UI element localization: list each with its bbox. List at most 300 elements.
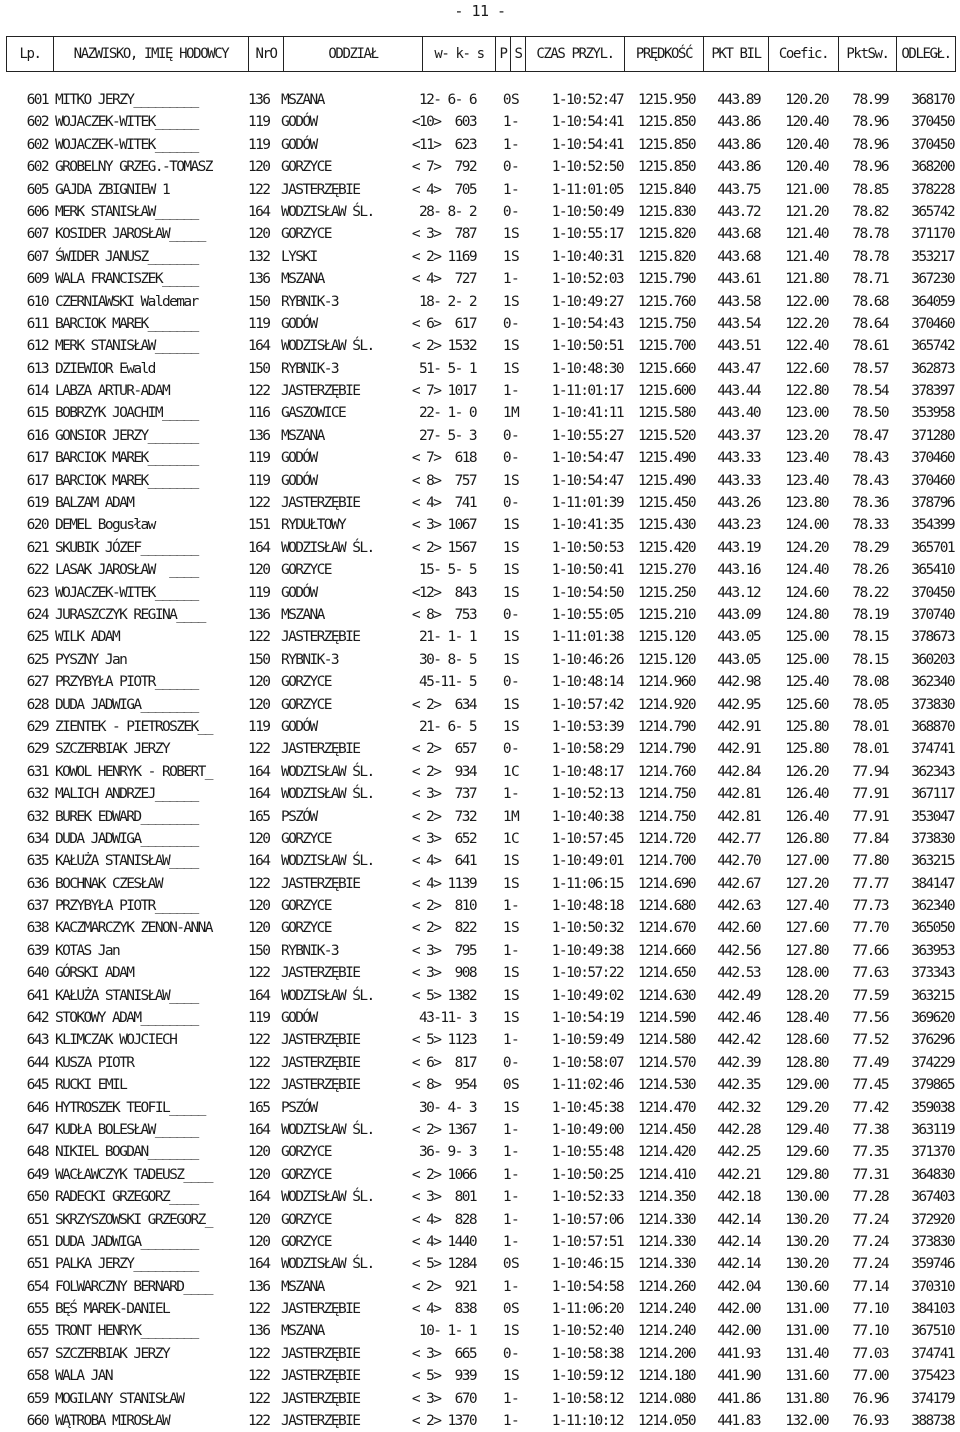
cell-wks: < 4> 705 (411, 181, 476, 198)
cell-odleg: 370450 (911, 584, 954, 601)
cell-p: 0 (502, 159, 510, 176)
cell-odleg: 374229 (911, 1054, 954, 1071)
cell-pktsw: 77.24 (852, 1211, 888, 1228)
table-row (0, 1388, 960, 1410)
cell-wks: 45-11- 5 (418, 674, 476, 691)
cell-lp: 620 (26, 517, 48, 534)
cell-p: 0 (502, 203, 510, 220)
cell-p: 1 (502, 1233, 510, 1250)
cell-p: 1 (502, 898, 510, 915)
cell-coefic: 130.00 (785, 1189, 828, 1206)
cell-wks: < 2> 732 (411, 808, 476, 825)
cell-oddzial: LYSKI (281, 248, 317, 265)
cell-czas: 1-10:49:02 (551, 987, 623, 1004)
table-row (0, 223, 960, 245)
cell-odleg: 365742 (911, 203, 954, 220)
cell-name: SZCZERBIAK JERZY (55, 741, 170, 758)
cell-nro: 119 (248, 315, 270, 332)
cell-pktsw: 77.80 (852, 853, 888, 870)
cell-name: BĘŚ MAREK-DANIEL (55, 1301, 170, 1318)
cell-predkosc: 1214.590 (637, 1010, 695, 1027)
cell-s: S (511, 338, 519, 355)
cell-nro: 164 (248, 987, 270, 1004)
cell-pktsw: 77.94 (852, 763, 888, 780)
cell-odleg: 362343 (911, 763, 954, 780)
cell-s: - (511, 271, 519, 288)
cell-s: S (511, 1301, 519, 1318)
cell-coefic: 131.60 (785, 1368, 828, 1385)
cell-pktsw: 77.70 (852, 920, 888, 937)
cell-coefic: 128.80 (785, 1054, 828, 1071)
cell-coefic: 128.60 (785, 1032, 828, 1049)
cell-s: - (511, 1166, 519, 1183)
cell-name: DZIEWIOR Ewald (55, 360, 155, 377)
cell-predkosc: 1214.420 (637, 1144, 695, 1161)
cell-nro: 122 (248, 875, 270, 892)
cell-lp: 637 (26, 898, 48, 915)
cell-pktsw: 77.66 (852, 942, 888, 959)
cell-wks: < 3> 787 (411, 226, 476, 243)
cell-predkosc: 1214.680 (637, 898, 695, 915)
cell-p: 0 (502, 1301, 510, 1318)
cell-coefic: 131.40 (785, 1345, 828, 1362)
table-row (0, 604, 960, 626)
cell-coefic: 124.80 (785, 606, 828, 623)
cell-coefic: 131.80 (785, 1390, 828, 1407)
cell-pkt-bil: 443.33 (717, 472, 760, 489)
cell-czas: 1-10:54:58 (551, 1278, 623, 1295)
cell-wks: <12> 843 (411, 584, 476, 601)
cell-wks: < 2> 934 (411, 763, 476, 780)
cell-oddzial: PSZÓW (281, 808, 317, 825)
cell-pktsw: 78.33 (852, 517, 888, 534)
table-row (0, 806, 960, 828)
cell-p: 1 (502, 1099, 510, 1116)
cell-odleg: 364059 (911, 293, 954, 310)
table-row (0, 514, 960, 536)
cell-pktsw: 77.84 (852, 830, 888, 847)
cell-p: 1 (502, 114, 510, 131)
cell-coefic: 120.40 (785, 159, 828, 176)
cell-p: 1 (502, 1032, 510, 1049)
cell-name: LASAK JAROSŁAW ____ (55, 562, 198, 579)
cell-odleg: 384103 (911, 1301, 954, 1318)
cell-p: 1 (502, 651, 510, 668)
cell-pkt-bil: 442.98 (717, 674, 760, 691)
cell-p: 1 (502, 1121, 510, 1138)
cell-nro: 150 (248, 293, 270, 310)
header-pktsw: PktSw. (838, 37, 896, 71)
table-row (0, 1365, 960, 1387)
cell-predkosc: 1215.490 (637, 450, 695, 467)
cell-czas: 1-10:48:17 (551, 763, 623, 780)
cell-odleg: 370460 (911, 472, 954, 489)
cell-lp: 632 (26, 786, 48, 803)
cell-name: BARCIOK MAREK_______ (55, 315, 198, 332)
cell-nro: 122 (248, 1368, 270, 1385)
cell-czas: 1-11:01:38 (551, 629, 623, 646)
cell-predkosc: 1214.330 (637, 1211, 695, 1228)
cell-coefic: 125.40 (785, 674, 828, 691)
header-oddzial: ODDZIAŁ (283, 37, 422, 71)
cell-odleg: 353047 (911, 808, 954, 825)
cell-name: KAŁUŻA STANISŁAW____ (55, 987, 198, 1004)
cell-pkt-bil: 442.91 (717, 718, 760, 735)
cell-s: S (511, 1368, 519, 1385)
cell-pktsw: 77.63 (852, 965, 888, 982)
cell-oddzial: JASTERZĘBIE (281, 1368, 360, 1385)
cell-coefic: 128.40 (785, 1010, 828, 1027)
cell-coefic: 124.00 (785, 517, 828, 534)
header-s: S (510, 37, 525, 71)
cell-name: GONSIOR JERZY_______ (55, 427, 198, 444)
cell-predkosc: 1214.920 (637, 696, 695, 713)
cell-p: 1 (502, 1166, 510, 1183)
cell-oddzial: WODZISŁAW ŚL. (281, 853, 374, 870)
cell-name: BUREK EDWARD________ (55, 808, 198, 825)
cell-wks: < 3> 665 (411, 1345, 476, 1362)
cell-odleg: 354399 (911, 517, 954, 534)
cell-lp: 614 (26, 383, 48, 400)
table-row (0, 380, 960, 402)
cell-odleg: 365742 (911, 338, 954, 355)
cell-wks: 30- 8- 5 (418, 651, 476, 668)
cell-lp: 634 (26, 830, 48, 847)
cell-s: - (511, 1032, 519, 1049)
results-table-body (0, 89, 960, 1432)
cell-odleg: 373830 (911, 696, 954, 713)
cell-pkt-bil: 442.28 (717, 1121, 760, 1138)
cell-czas: 1-10:46:26 (551, 651, 623, 668)
cell-s: S (511, 629, 519, 646)
cell-czas: 1-10:55:17 (551, 226, 623, 243)
cell-pktsw: 78.01 (852, 741, 888, 758)
header-odleg: ODLEGŁ. (896, 37, 956, 71)
cell-name: SZCZERBIAK JERZY (55, 1345, 170, 1362)
cell-lp: 607 (26, 248, 48, 265)
cell-name: KOWOL HENRYK - ROBERT_ (55, 763, 212, 780)
cell-pkt-bil: 443.23 (717, 517, 760, 534)
cell-p: 1 (502, 1278, 510, 1295)
cell-odleg: 360203 (911, 651, 954, 668)
cell-lp: 631 (26, 763, 48, 780)
cell-wks: 12- 6- 6 (418, 92, 476, 108)
cell-czas: 1-10:50:51 (551, 338, 623, 355)
cell-s: S (511, 539, 519, 556)
cell-pkt-bil: 443.40 (717, 405, 760, 422)
cell-pktsw: 77.59 (852, 987, 888, 1004)
cell-wks: 10- 1- 1 (418, 1323, 476, 1340)
cell-czas: 1-10:49:00 (551, 1121, 623, 1138)
cell-pktsw: 77.73 (852, 898, 888, 915)
table-row (0, 1186, 960, 1208)
cell-odleg: 370450 (911, 136, 954, 153)
cell-oddzial: GORZYCE (281, 1211, 331, 1228)
cell-p: 1 (502, 875, 510, 892)
cell-predkosc: 1214.050 (637, 1413, 695, 1430)
cell-pkt-bil: 443.75 (717, 181, 760, 198)
cell-oddzial: WODZISŁAW ŚL. (281, 539, 374, 556)
cell-p: 1 (502, 181, 510, 198)
cell-p: 1 (502, 696, 510, 713)
cell-oddzial: JASTERZĘBIE (281, 965, 360, 982)
cell-coefic: 123.40 (785, 472, 828, 489)
cell-pkt-bil: 443.51 (717, 338, 760, 355)
cell-predkosc: 1215.660 (637, 360, 695, 377)
cell-coefic: 121.40 (785, 226, 828, 243)
cell-s: M (511, 808, 519, 825)
cell-predkosc: 1215.600 (637, 383, 695, 400)
cell-name: DUDA JADWIGA________ (55, 830, 198, 847)
cell-czas: 1-11:02:46 (551, 1077, 623, 1094)
cell-pktsw: 77.14 (852, 1278, 888, 1295)
cell-nro: 122 (248, 495, 270, 512)
cell-czas: 1-10:55:05 (551, 606, 623, 623)
cell-czas: 1-10:59:49 (551, 1032, 623, 1049)
cell-wks: 15- 5- 5 (418, 562, 476, 579)
cell-lp: 644 (26, 1054, 48, 1071)
cell-oddzial: WODZISŁAW ŚL. (281, 1121, 374, 1138)
cell-pkt-bil: 442.95 (717, 696, 760, 713)
cell-pktsw: 78.78 (852, 248, 888, 265)
cell-s: S (511, 293, 519, 310)
cell-lp: 605 (26, 181, 48, 198)
cell-wks: < 7> 618 (411, 450, 476, 467)
cell-nro: 164 (248, 763, 270, 780)
cell-p: 0 (502, 427, 510, 444)
cell-coefic: 121.20 (785, 203, 828, 220)
cell-czas: 1-10:54:47 (551, 450, 623, 467)
cell-nro: 165 (248, 808, 270, 825)
cell-p: 1 (502, 360, 510, 377)
cell-lp: 649 (26, 1166, 48, 1183)
cell-name: KAŁUŻA STANISŁAW____ (55, 853, 198, 870)
cell-nro: 136 (248, 92, 270, 108)
cell-name: MITKO JERZY_________ (55, 92, 198, 108)
table-row (0, 716, 960, 738)
cell-coefic: 126.80 (785, 830, 828, 847)
table-row (0, 962, 960, 984)
cell-p: 1 (502, 786, 510, 803)
cell-wks: < 5> 1382 (411, 987, 476, 1004)
cell-pktsw: 78.15 (852, 629, 888, 646)
cell-pktsw: 78.29 (852, 539, 888, 556)
cell-czas: 1-11:10:12 (551, 1413, 623, 1430)
cell-pkt-bil: 442.56 (717, 942, 760, 959)
cell-wks: < 2> 1066 (411, 1166, 476, 1183)
cell-pkt-bil: 443.68 (717, 226, 760, 243)
cell-czas: 1-10:52:33 (551, 1189, 623, 1206)
cell-wks: <10> 603 (411, 114, 476, 131)
cell-wks: 43-11- 3 (418, 1010, 476, 1027)
cell-predkosc: 1215.420 (637, 539, 695, 556)
cell-p: 0 (502, 315, 510, 332)
cell-lp: 655 (26, 1301, 48, 1318)
cell-pktsw: 78.64 (852, 315, 888, 332)
cell-nro: 120 (248, 1144, 270, 1161)
cell-oddzial: GORZYCE (281, 562, 331, 579)
cell-name: SKUBIK JÓZEF________ (55, 539, 198, 556)
cell-oddzial: GODÓW (281, 472, 317, 489)
cell-name: JURASZCZYK REGINA____ (55, 606, 205, 623)
header-coefic: Coefic. (768, 37, 838, 71)
cell-coefic: 128.20 (785, 987, 828, 1004)
cell-nro: 132 (248, 248, 270, 265)
table-row (0, 559, 960, 581)
cell-oddzial: JASTERZĘBIE (281, 1301, 360, 1318)
cell-lp: 641 (26, 987, 48, 1004)
cell-nro: 122 (248, 1032, 270, 1049)
cell-lp: 636 (26, 875, 48, 892)
cell-predkosc: 1214.570 (637, 1054, 695, 1071)
table-row (0, 1231, 960, 1253)
table-row (0, 291, 960, 313)
cell-odleg: 374179 (911, 1390, 954, 1407)
cell-wks: < 2> 810 (411, 898, 476, 915)
cell-oddzial: JASTERZĘBIE (281, 629, 360, 646)
cell-nro: 120 (248, 898, 270, 915)
cell-p: 1 (502, 539, 510, 556)
table-row (0, 402, 960, 424)
cell-wks: < 5> 939 (411, 1368, 476, 1385)
cell-oddzial: JASTERZĘBIE (281, 1032, 360, 1049)
cell-name: WOJACZEK-WITEK______ (55, 114, 198, 131)
cell-name: GROBELNY GRZEG.-TOMASZ (55, 159, 212, 176)
cell-lp: 659 (26, 1390, 48, 1407)
cell-czas: 1-10:52:47 (551, 92, 623, 108)
cell-lp: 646 (26, 1099, 48, 1116)
cell-pkt-bil: 442.21 (717, 1166, 760, 1183)
cell-lp: 650 (26, 1189, 48, 1206)
cell-pktsw: 78.54 (852, 383, 888, 400)
cell-odleg: 371280 (911, 427, 954, 444)
cell-lp: 617 (26, 472, 48, 489)
cell-czas: 1-10:54:19 (551, 1010, 623, 1027)
cell-odleg: 364830 (911, 1166, 954, 1183)
cell-lp: 602 (26, 159, 48, 176)
cell-pkt-bil: 443.68 (717, 248, 760, 265)
cell-czas: 1-11:01:17 (551, 383, 623, 400)
cell-wks: <11> 623 (411, 136, 476, 153)
cell-lp: 625 (26, 629, 48, 646)
cell-czas: 1-10:54:50 (551, 584, 623, 601)
cell-p: 1 (502, 226, 510, 243)
cell-predkosc: 1215.490 (637, 472, 695, 489)
cell-nro: 164 (248, 786, 270, 803)
cell-s: - (511, 786, 519, 803)
cell-pkt-bil: 442.18 (717, 1189, 760, 1206)
cell-oddzial: GORZYCE (281, 1166, 331, 1183)
cell-odleg: 378397 (911, 383, 954, 400)
cell-lp: 628 (26, 696, 48, 713)
cell-czas: 1-10:55:27 (551, 427, 623, 444)
table-row (0, 1029, 960, 1051)
cell-name: RUCKI EMIL (55, 1077, 127, 1094)
cell-oddzial: MSZANA (281, 427, 324, 444)
cell-s: - (511, 898, 519, 915)
cell-oddzial: GODÓW (281, 315, 317, 332)
cell-nro: 122 (248, 181, 270, 198)
cell-odleg: 367117 (911, 786, 954, 803)
cell-predkosc: 1215.120 (637, 651, 695, 668)
cell-lp: 651 (26, 1256, 48, 1273)
cell-p: 0 (502, 1054, 510, 1071)
cell-lp: 616 (26, 427, 48, 444)
table-row (0, 873, 960, 895)
cell-oddzial: GORZYCE (281, 830, 331, 847)
cell-name: BALZAM ADAM (55, 495, 134, 512)
cell-wks: < 3> 737 (411, 786, 476, 803)
cell-lp: 606 (26, 203, 48, 220)
table-row (0, 447, 960, 469)
cell-odleg: 370460 (911, 450, 954, 467)
cell-nro: 122 (248, 1390, 270, 1407)
cell-pktsw: 78.96 (852, 159, 888, 176)
cell-odleg: 374741 (911, 1345, 954, 1362)
cell-nro: 164 (248, 539, 270, 556)
cell-odleg: 371170 (911, 226, 954, 243)
cell-nro: 164 (248, 853, 270, 870)
cell-odleg: 367230 (911, 271, 954, 288)
header-nro: NrO (248, 37, 283, 71)
cell-p: 1 (502, 629, 510, 646)
table-row (0, 358, 960, 380)
cell-pkt-bil: 442.35 (717, 1077, 760, 1094)
cell-name: WALA JAN (55, 1368, 113, 1385)
table-row (0, 761, 960, 783)
cell-odleg: 369620 (911, 1010, 954, 1027)
cell-s: - (511, 1413, 519, 1430)
header-p: P (495, 37, 510, 71)
cell-name: PRZYBYŁA PIOTR______ (55, 674, 198, 691)
table-row (0, 828, 960, 850)
cell-pktsw: 78.43 (852, 472, 888, 489)
cell-predkosc: 1215.850 (637, 114, 695, 131)
cell-lp: 643 (26, 1032, 48, 1049)
cell-czas: 1-10:54:41 (551, 114, 623, 131)
cell-s: S (511, 1010, 519, 1027)
cell-p: 0 (502, 1077, 510, 1094)
cell-coefic: 125.80 (785, 718, 828, 735)
cell-pkt-bil: 443.37 (717, 427, 760, 444)
cell-coefic: 126.40 (785, 808, 828, 825)
cell-name: GAJDA ZBIGNIEW 1 (55, 181, 170, 198)
cell-nro: 164 (248, 1121, 270, 1138)
cell-lp: 602 (26, 136, 48, 153)
cell-odleg: 373343 (911, 965, 954, 982)
cell-pktsw: 77.52 (852, 1032, 888, 1049)
cell-predkosc: 1214.630 (637, 987, 695, 1004)
cell-s: S (511, 1323, 519, 1340)
cell-coefic: 130.20 (785, 1233, 828, 1250)
cell-name: HYTROSZEK TEOFIL_____ (55, 1099, 205, 1116)
cell-predkosc: 1214.750 (637, 808, 695, 825)
cell-oddzial: GORZYCE (281, 159, 331, 176)
table-row (0, 201, 960, 223)
cell-predkosc: 1214.790 (637, 741, 695, 758)
table-row (0, 649, 960, 671)
cell-predkosc: 1215.450 (637, 495, 695, 512)
cell-name: GÓRSKI ADAM (55, 965, 134, 982)
cell-name: PRZYBYŁA PIOTR______ (55, 898, 198, 915)
cell-wks: 36- 9- 3 (418, 1144, 476, 1161)
cell-nro: 120 (248, 1166, 270, 1183)
cell-coefic: 122.80 (785, 383, 828, 400)
cell-nro: 122 (248, 965, 270, 982)
cell-p: 1 (502, 517, 510, 534)
cell-wks: < 2> 921 (411, 1278, 476, 1295)
table-header (6, 36, 956, 72)
